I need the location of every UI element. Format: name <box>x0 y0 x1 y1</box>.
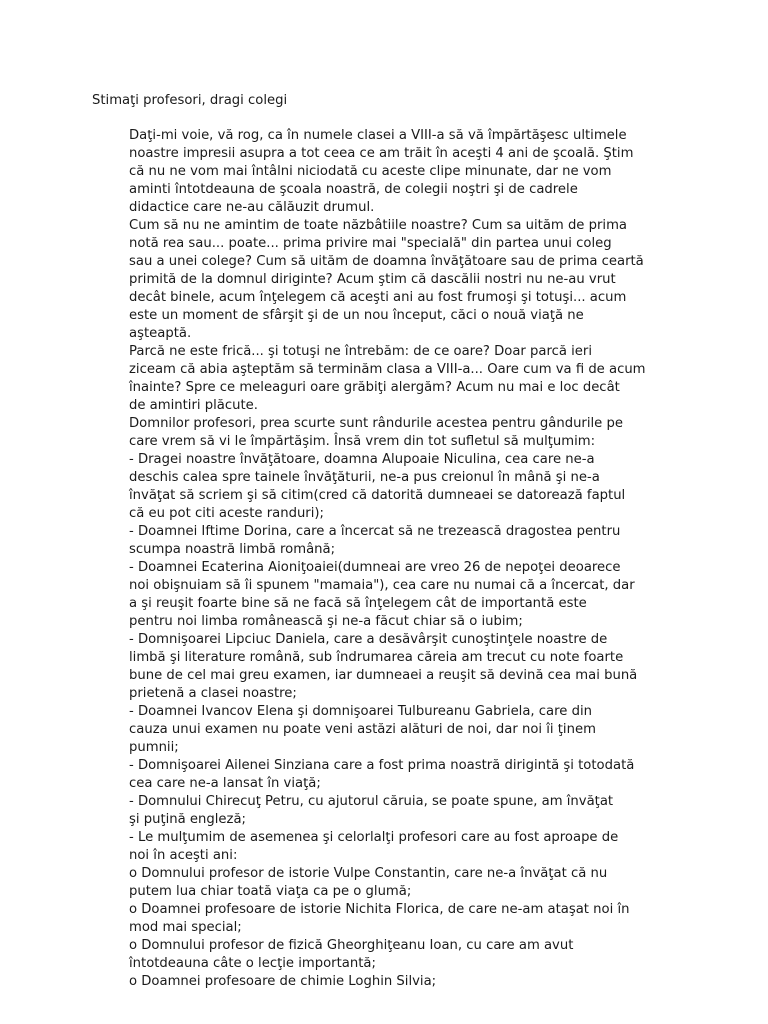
text-line: limbă şi literature română, sub îndrumarea căreia am trecut cu note foarte <box>129 650 624 665</box>
text-line: înainte? Spre ce meleaguri oare grăbiţi alergăm? Acum nu mai e loc decât <box>129 380 620 395</box>
text-line: - Doamnei Ivancov Elena şi domnişoarei Tulbureanu Gabriela, care din <box>129 704 592 719</box>
text-line: şi puţină engleză; <box>129 812 246 827</box>
text-line: noi în aceşti ani: <box>129 848 238 863</box>
text-line: prietenă a clasei noastre; <box>129 686 297 701</box>
text-line: - Domnişoarei Lipciuc Daniela, care a desăvârşit cunoştinţele noastre de <box>129 632 608 647</box>
text-line: Cum să nu ne amintim de toate năzbâtiile noastre? Cum sa uităm de prima <box>129 218 628 233</box>
text-line: - Dragei noastre învăţătoare, doamna Alupoaie Niculina, cea care ne-a <box>129 452 595 467</box>
text-line: pentru noi limba românească şi ne-a făcut chiar să o iubim; <box>129 614 523 629</box>
text-line: notă rea sau... poate... prima privire mai "specială" din partea unui coleg <box>129 236 612 251</box>
text-line: Parcă ne este frică... şi totuşi ne întrebăm: de ce oare? Doar parcă ieri <box>129 344 593 359</box>
text-line: o Domnului profesor de istorie Vulpe Constantin, care ne-a învăţat că nu <box>129 866 608 881</box>
text-line: - Le mulţumim de asemenea şi celorlalţi profesori care au fost aproape de <box>129 830 619 845</box>
text-line: deschis calea spre tainele învăţăturii, ne-a pus creionul în mână şi ne-a <box>129 470 600 485</box>
text-line: sau a unei colege? Cum să uităm de doamna învăţătoare sau de prima ceartă <box>129 254 644 269</box>
text-line: primită de la domnul diriginte? Acum ştim că dascălii nostri nu ne-au vrut <box>129 272 616 287</box>
text-line: întotdeauna câte o lecţie importantă; <box>129 956 376 971</box>
text-line: putem lua chiar toată viaţa ca pe o glumă; <box>129 884 412 899</box>
text-line: care vrem să vi le împărtăşim. Însă vrem din tot sufletul să mulţumim: <box>129 434 596 449</box>
text-line: - Domnului Chirecuţ Petru, cu ajutorul căruia, se poate spune, am învăţat <box>129 794 614 809</box>
text-line: - Doamnei Ecaterina Aioniţoaiei(dumneai are vreo 26 de nepoţei deoarece <box>129 560 621 575</box>
letter-body <box>129 127 689 991</box>
text-line: - Domnişoarei Ailenei Sinziana care a fost prima noastră dirigintă şi totodată <box>129 758 635 773</box>
salutation-heading: Stimaţi profesori, dragi colegi <box>92 93 288 108</box>
text-line: este un moment de sfârşit şi de un nou început, căci o nouă viaţă ne <box>129 308 584 323</box>
text-line: decât binele, acum înţelegem că aceşti ani au fost frumoşi şi totuşi... acum <box>129 290 627 305</box>
text-line: aminti întotdeauna de şcoala noastră, de colegii noştri şi de cadrele <box>129 182 578 197</box>
text-line: aşteaptă. <box>129 326 192 341</box>
text-line: cea care ne-a lansat în viaţă; <box>129 776 321 791</box>
text-line: o Domnului profesor de fizică Gheorghiţeanu Ioan, cu care am avut <box>129 938 574 953</box>
text-line: ziceam că abia aşteptăm să terminăm clasa a VIII-a... Oare cum va fi de acum <box>129 362 646 377</box>
text-line: Daţi-mi voie, vă rog, ca în numele clasei a VIII-a să vă împărtăşesc ultimele <box>129 128 627 143</box>
text-line: scumpa noastră limbă română; <box>129 542 336 557</box>
text-line: pumnii; <box>129 740 179 755</box>
text-line: de amintiri plăcute. <box>129 398 258 413</box>
text-line: o Doamnei profesoare de chimie Loghin Silvia; <box>129 974 437 989</box>
text-line: noi obişnuiam să îi spunem "mamaia"), cea care nu numai că a încercat, dar <box>129 578 635 593</box>
text-line: cauza unui examen nu poate veni astăzi alături de noi, dar noi îi ţinem <box>129 722 596 737</box>
text-line: că eu pot citi aceste randuri); <box>129 506 324 521</box>
text-line: învăţat să scriem şi să citim(cred că datorită dumneaei se datorează faptul <box>129 488 626 503</box>
text-line: bune de cel mai greu examen, iar dumneaei a reuşit să devină cea mai bună <box>129 668 638 683</box>
text-line: a şi reuşit foarte bine să ne facă să înţelegem cât de importantă este <box>129 596 587 611</box>
text-line: noastre impresii asupra a tot ceea ce am trăit în aceşti 4 ani de şcoală. Ştim <box>129 146 634 161</box>
text-line: Domnilor profesori, prea scurte sunt rândurile acestea pentru gândurile pe <box>129 416 623 431</box>
text-line: didactice care ne-au călăuzit drumul. <box>129 200 375 215</box>
text-line: o Doamnei profesoare de istorie Nichita Florica, de care ne-am ataşat noi în <box>129 902 630 917</box>
text-line: mod mai special; <box>129 920 242 935</box>
text-line: că nu ne vom mai întâlni niciodată cu aceste clipe minunate, dar ne vom <box>129 164 612 179</box>
text-line: - Doamnei Iftime Dorina, care a încercat să ne trezească dragostea pentru <box>129 524 621 539</box>
